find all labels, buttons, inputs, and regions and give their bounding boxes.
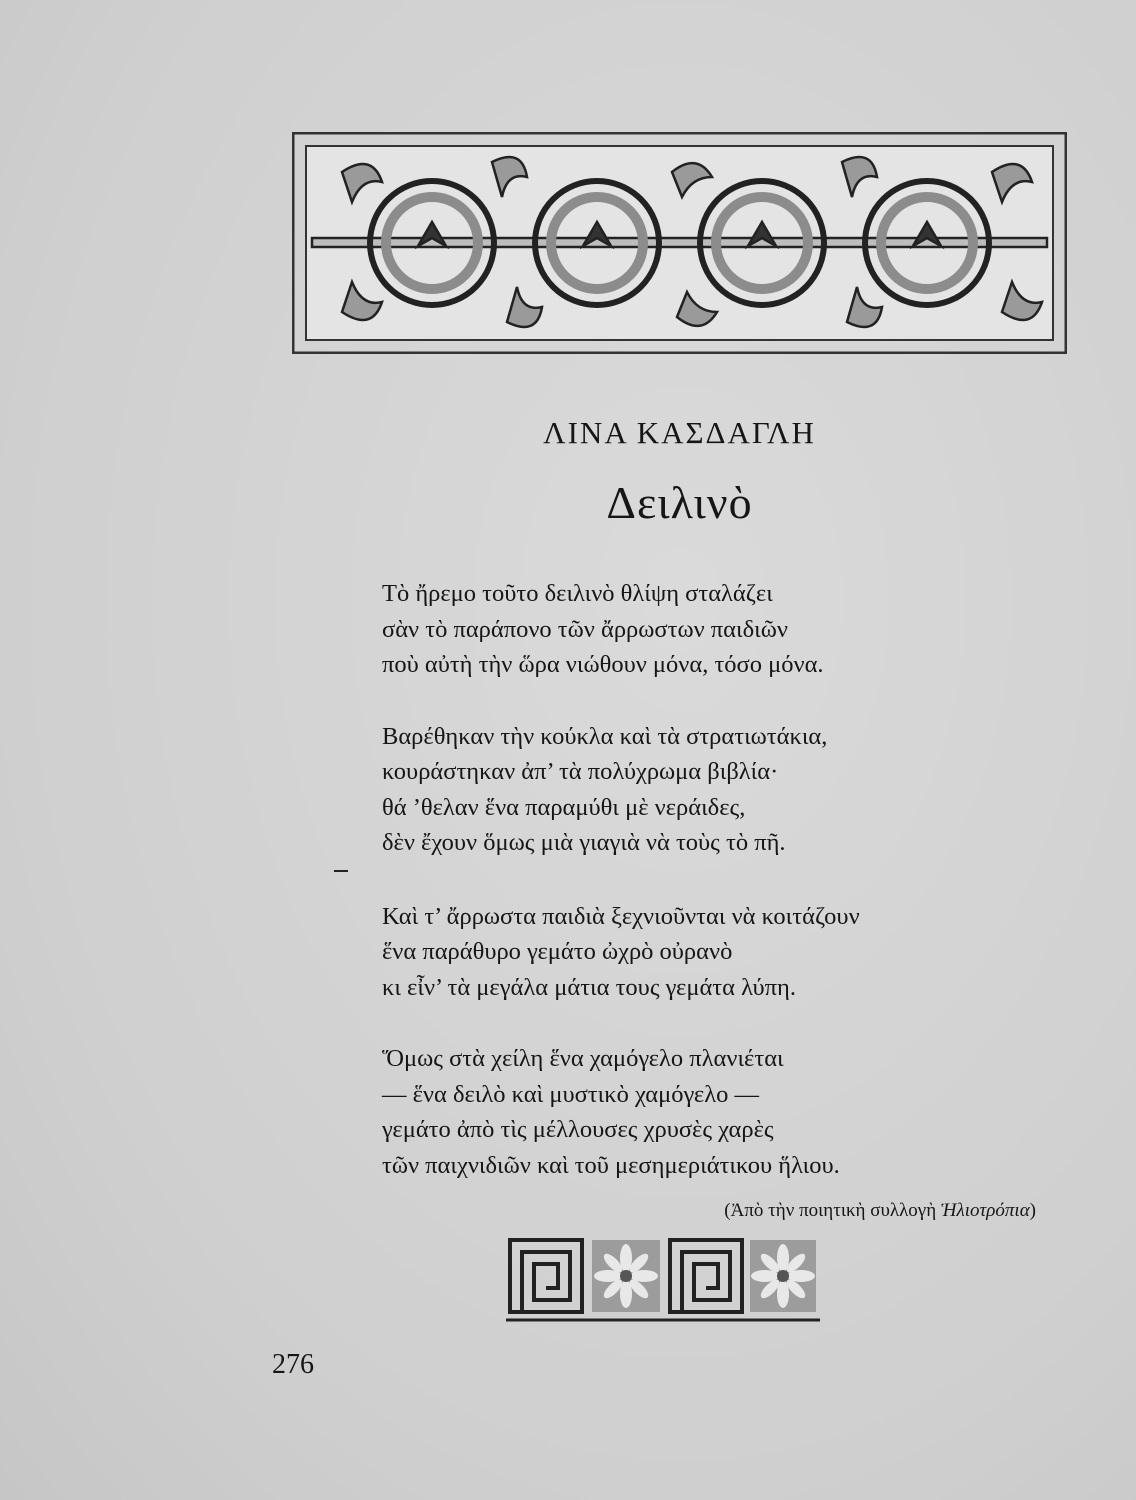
- stanza: [382, 719, 860, 861]
- poem-line: Ὅμως στὰ χείλη ἕνα χαμόγελο πλανιέται: [382, 1045, 784, 1072]
- page-number: 276: [272, 1349, 314, 1380]
- poem-line: κι εἶν’ τὰ μεγάλα μάτια τους γεμάτα λύπη.: [382, 973, 796, 1001]
- poem-line: Καὶ τ’ ἄρρωστα παιδιὰ ξεχνιοῦνται νὰ κοιτάζουν: [382, 902, 860, 930]
- poem-line: κουράστηκαν ἀπ’ τὰ πολύχρωμα βιβλία·: [382, 758, 779, 785]
- source-citation: [724, 1200, 1036, 1222]
- source-collection: Ἡλιοτρόπια: [940, 1200, 1030, 1221]
- stanza: [382, 576, 860, 683]
- stanza-dash-mark: [334, 870, 348, 872]
- stanza: [382, 899, 860, 1006]
- source-prefix: (Ἀπὸ τὴν ποιητικὴ συλλογὴ: [724, 1200, 941, 1221]
- poem-line: ἕνα παράθυρο γεμάτο ὠχρὸ οὐρανὸ: [382, 938, 733, 965]
- poem-line: ποὺ αὐτὴ τὴν ὥρα νιώθουν μόνα, τόσο μόνα.: [382, 651, 824, 678]
- poem-line: θά ’θελαν ἕνα παραμύθι μὲ νεράιδες,: [382, 793, 746, 821]
- poem-line: γεμάτο ἀπὸ τὶς μέλλουσες χρυσὲς χαρὲς: [382, 1116, 774, 1143]
- decorative-banner: [292, 132, 1067, 354]
- poem-line: δὲν ἔχουν ὅμως μιὰ γιαγιὰ νὰ τοὺς τὸ πῆ.: [382, 829, 786, 856]
- poem-body: [382, 576, 860, 1219]
- stanza: [382, 1041, 860, 1183]
- poem-line: Βαρέθηκαν τὴν κούκλα καὶ τὰ στρατιωτάκια,: [382, 722, 828, 750]
- meander-rosette-icon: [506, 1236, 820, 1322]
- poem-line: — ἕνα δειλὸ καὶ μυστικὸ χαμόγελο —: [382, 1080, 759, 1108]
- poem-line: σὰν τὸ παράπονο τῶν ἄρρωστων παιδιῶν: [382, 615, 788, 643]
- source-suffix: ): [1029, 1200, 1036, 1221]
- poem-line: τῶν παιχνιδιῶν καὶ τοῦ μεσημεριάτικου ἥλιου.: [382, 1151, 840, 1179]
- scroll-ornament-icon: [292, 132, 1067, 354]
- author-name: ΛΙΝΑ ΚΑΣΔΑΓΛΗ: [543, 415, 816, 450]
- poem-title: Δειλινὸ: [606, 477, 753, 528]
- poem-line: Τὸ ἤρεμο τοῦτο δειλινὸ θλίψη σταλάζει: [382, 580, 773, 607]
- meander-ornament: [506, 1236, 820, 1322]
